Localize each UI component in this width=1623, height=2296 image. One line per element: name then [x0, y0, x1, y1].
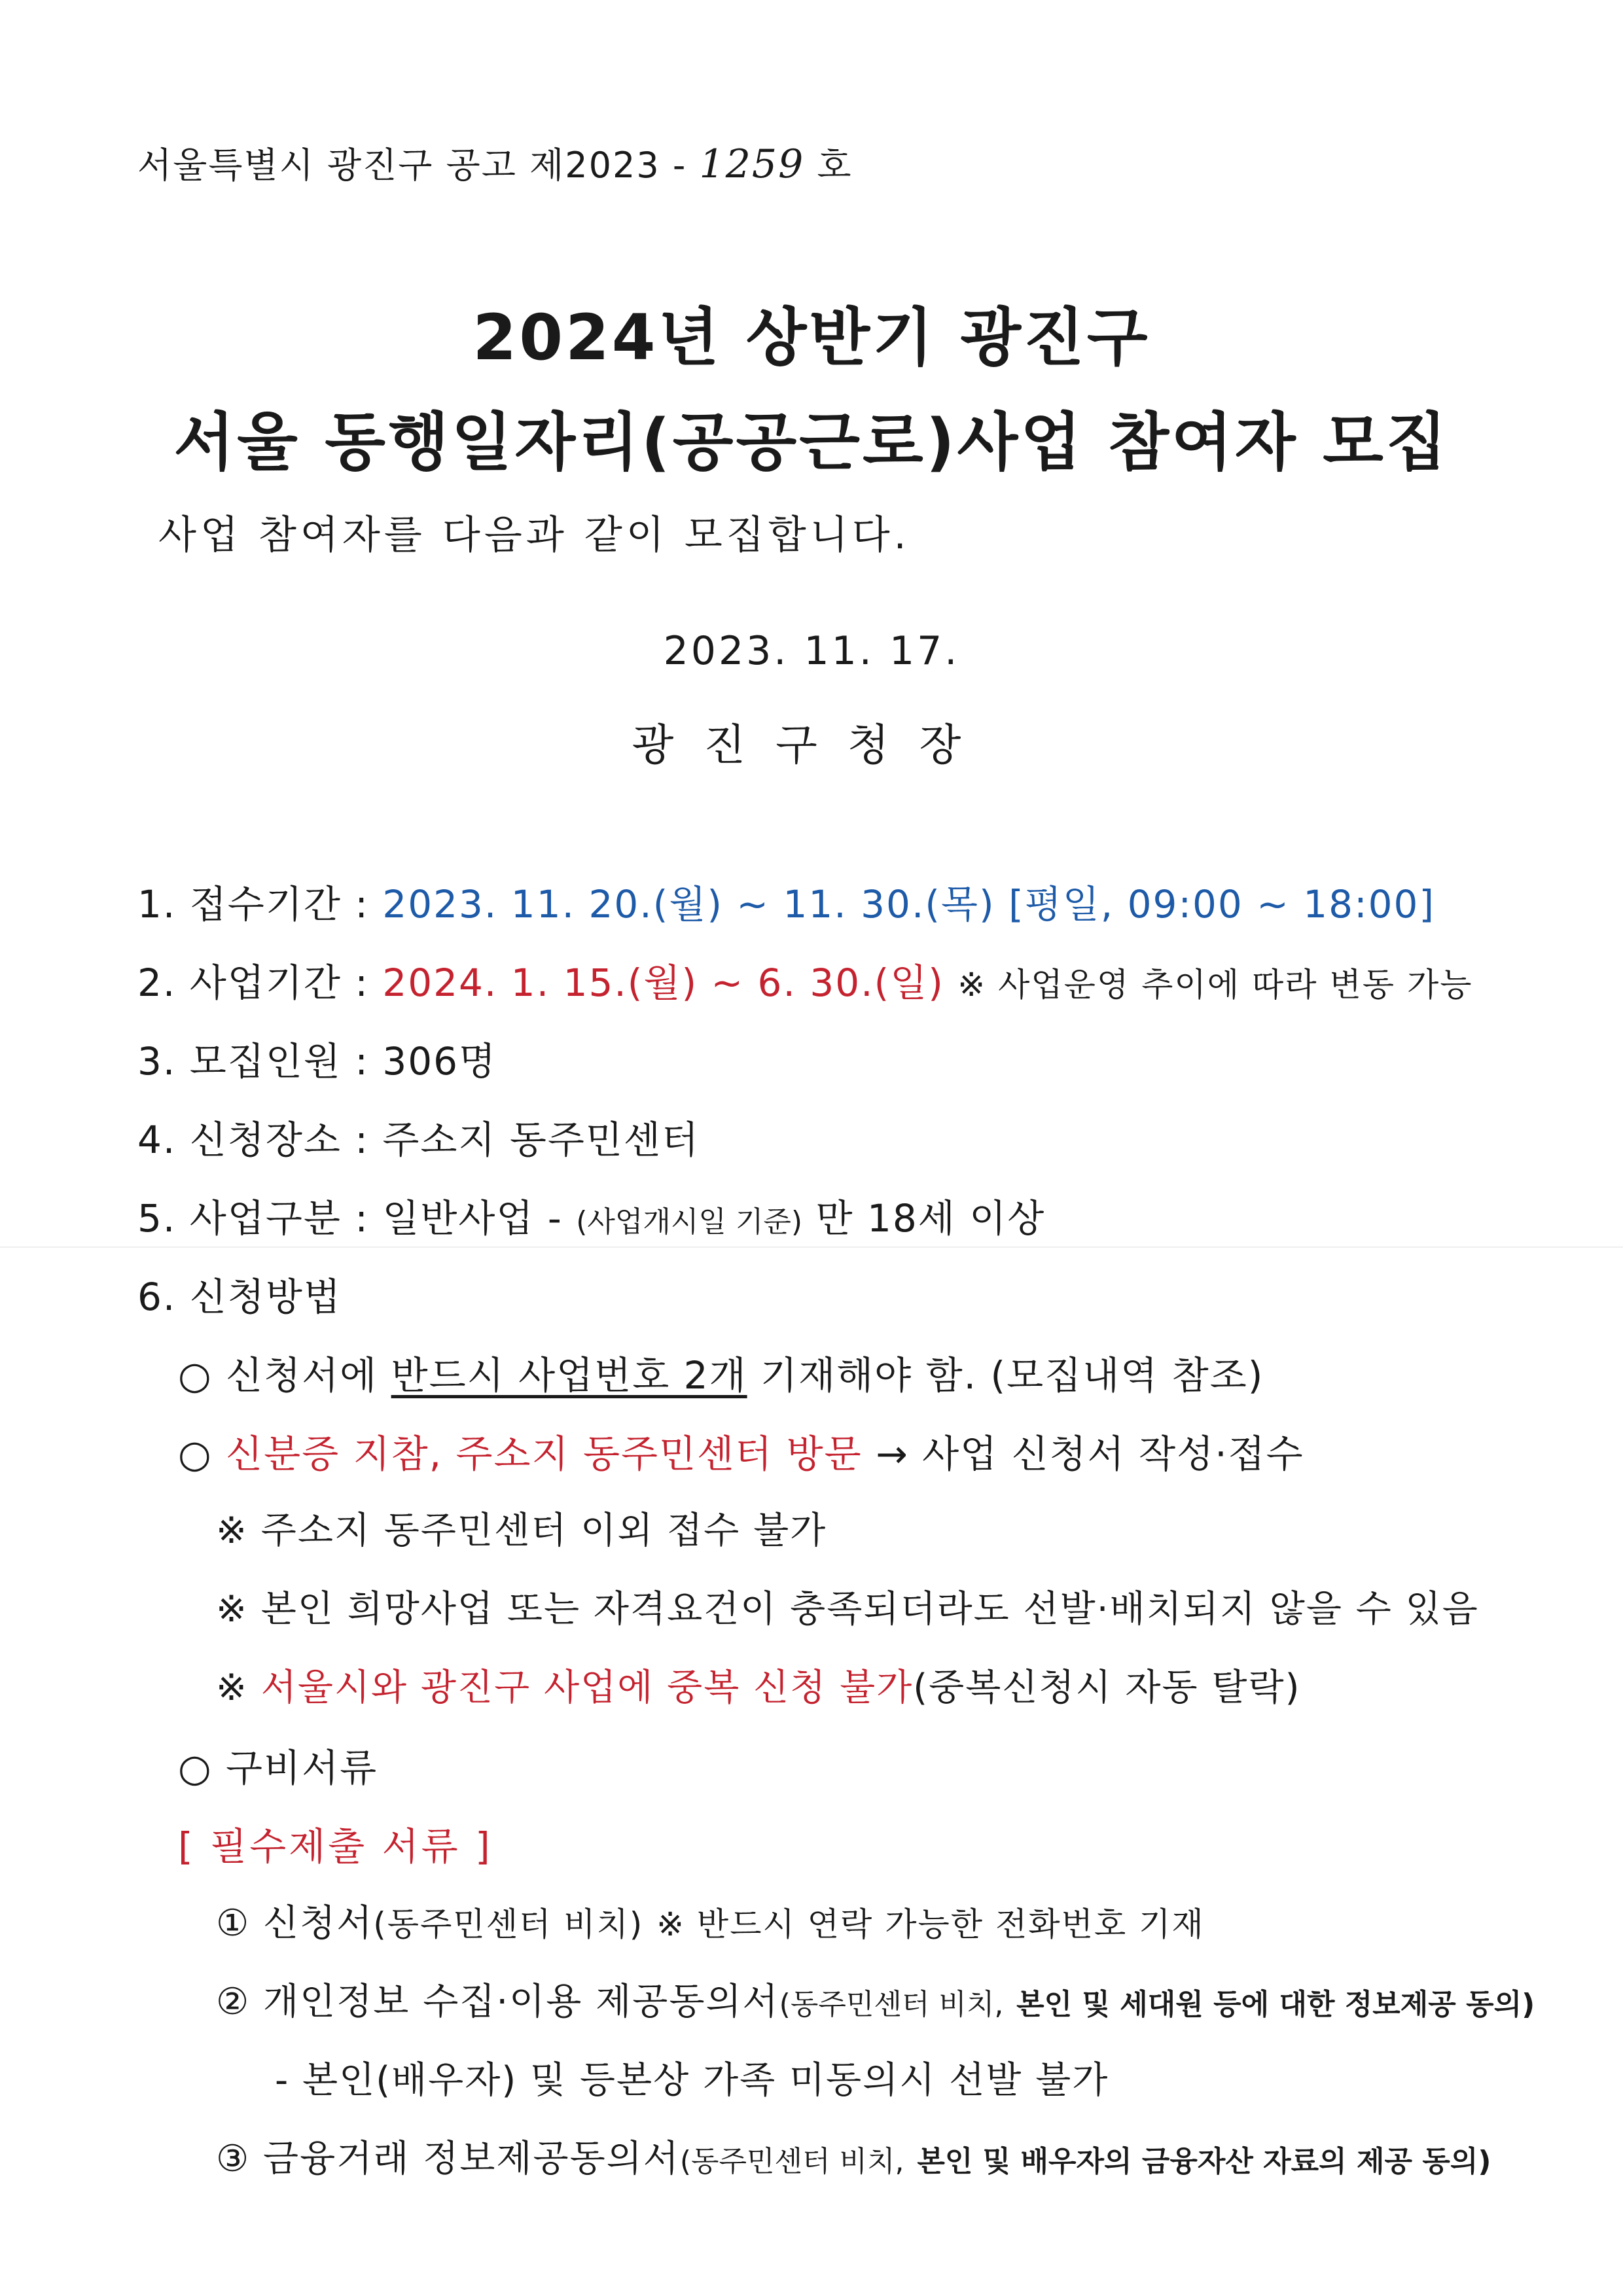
document-paren: (동주민센터 비치)	[373, 1905, 644, 1943]
item-label: 5. 사업구분 :	[137, 1196, 369, 1241]
document-note: ※ 반드시 연락 가능한 전화번호 기재	[656, 1905, 1205, 1943]
note-mark: ※	[216, 1667, 248, 1709]
method-bullet-1	[178, 1345, 1264, 1400]
document-name: ③ 금융거래 정보제공동의서	[216, 2138, 680, 2180]
item-application-method	[137, 1266, 342, 1321]
note-text: (중복신청시 자동 탈락)	[913, 1667, 1301, 1709]
item-value: 306명	[382, 1039, 497, 1084]
item-reception-period	[137, 874, 1435, 928]
method-note-2: ※ 본인 희망사업 또는 자격요건이 충족되더라도 선발·배치되지 않을 수 있음	[216, 1588, 1479, 1631]
issuer: 광진구청장	[632, 720, 991, 770]
title-line-2: 서울 동행일자리(공공근로)사업 참여자 모집	[173, 406, 1450, 479]
method-bullet-2	[178, 1423, 1304, 1478]
intro-text: 사업 참여자를 다음과 같이 모집합니다.	[158, 512, 910, 558]
document-name: ② 개인정보 수집·이용 제공동의서	[216, 1981, 779, 2023]
document-paren: (동주민센터 비치,	[779, 1988, 1004, 2021]
red-highlight-text: 신분증 지참, 주소지 동주민센터 방문	[226, 1432, 863, 1476]
item-label: 6. 신청방법	[137, 1275, 342, 1319]
item-label: 4. 신청장소 :	[137, 1118, 369, 1162]
item-value-paren: (사업개시일 기준)	[576, 1205, 803, 1239]
method-note-1: ※ 주소지 동주민센터 이외 접수 불가	[216, 1510, 827, 1552]
item-label: 3. 모집인원 :	[137, 1039, 369, 1084]
item-value: 2023. 11. 20.(월) ~ 11. 30.(목) [평일, 09:00 ~ 18:00]	[382, 882, 1436, 927]
item-value-age: 만 18세 이상	[815, 1196, 1046, 1241]
document-paren: (동주민센터 비치,	[679, 2145, 904, 2178]
document-2	[216, 1973, 1535, 2025]
title-line-1: 2024년 상반기 광진구	[473, 301, 1150, 374]
red-highlight-text: 서울시와 광진구 사업에 중복 신청 불가	[260, 1667, 914, 1709]
method-note-3	[216, 1659, 1300, 1711]
document-2-sub: - 본인(배우자) 및 등본상 가족 미동의시 선발 불가	[275, 2059, 1109, 2102]
item-label: 1. 접수기간 :	[137, 882, 369, 927]
bullet-text: 기재해야 함. (모집내역 참조)	[760, 1353, 1264, 1398]
document-3	[216, 2130, 1491, 2182]
item-value: 일반사업 -	[382, 1196, 563, 1241]
method-bullet-3: ○ 구비서류	[178, 1746, 378, 1790]
notice-number	[137, 137, 853, 188]
bullet-text: → 사업 신청서 작성·접수	[876, 1432, 1304, 1476]
item-recruit-count	[137, 1031, 497, 1086]
item-value: 2024. 1. 15.(월) ~ 6. 30.(일)	[382, 961, 944, 1005]
notice-number-suffix: 호	[817, 145, 853, 186]
item-application-place	[137, 1109, 700, 1164]
document-1	[216, 1894, 1205, 1947]
item-label: 2. 사업기간 :	[137, 961, 369, 1005]
notice-number-handwritten: 1259	[699, 141, 805, 187]
required-docs-heading: [ 필수제출 서류 ]	[178, 1824, 493, 1869]
item-note: ※ 사업운영 추이에 따라 변동 가능	[957, 966, 1473, 1004]
item-project-period	[137, 952, 1473, 1007]
item-value: 주소지 동주민센터	[382, 1118, 700, 1162]
document-name: ① 신청서	[216, 1902, 374, 1945]
document-paren-bold: 본인 및 세대원 등에 대한 정보제공 동의)	[1016, 1988, 1535, 2021]
circle-bullet: ○	[178, 1432, 213, 1476]
underlined-text: 반드시 사업번호 2개	[391, 1353, 747, 1398]
notice-number-prefix: 서울특별시 광진구 공고 제2023 -	[137, 145, 687, 186]
item-project-type	[137, 1188, 1045, 1243]
notice-date: 2023. 11. 17.	[663, 628, 960, 674]
bullet-text: ○ 신청서에	[178, 1353, 378, 1398]
document-paren-bold: 본인 및 배우자의 금융자산 자료의 제공 동의)	[917, 2145, 1491, 2178]
scan-fold-line	[0, 1246, 1623, 1248]
